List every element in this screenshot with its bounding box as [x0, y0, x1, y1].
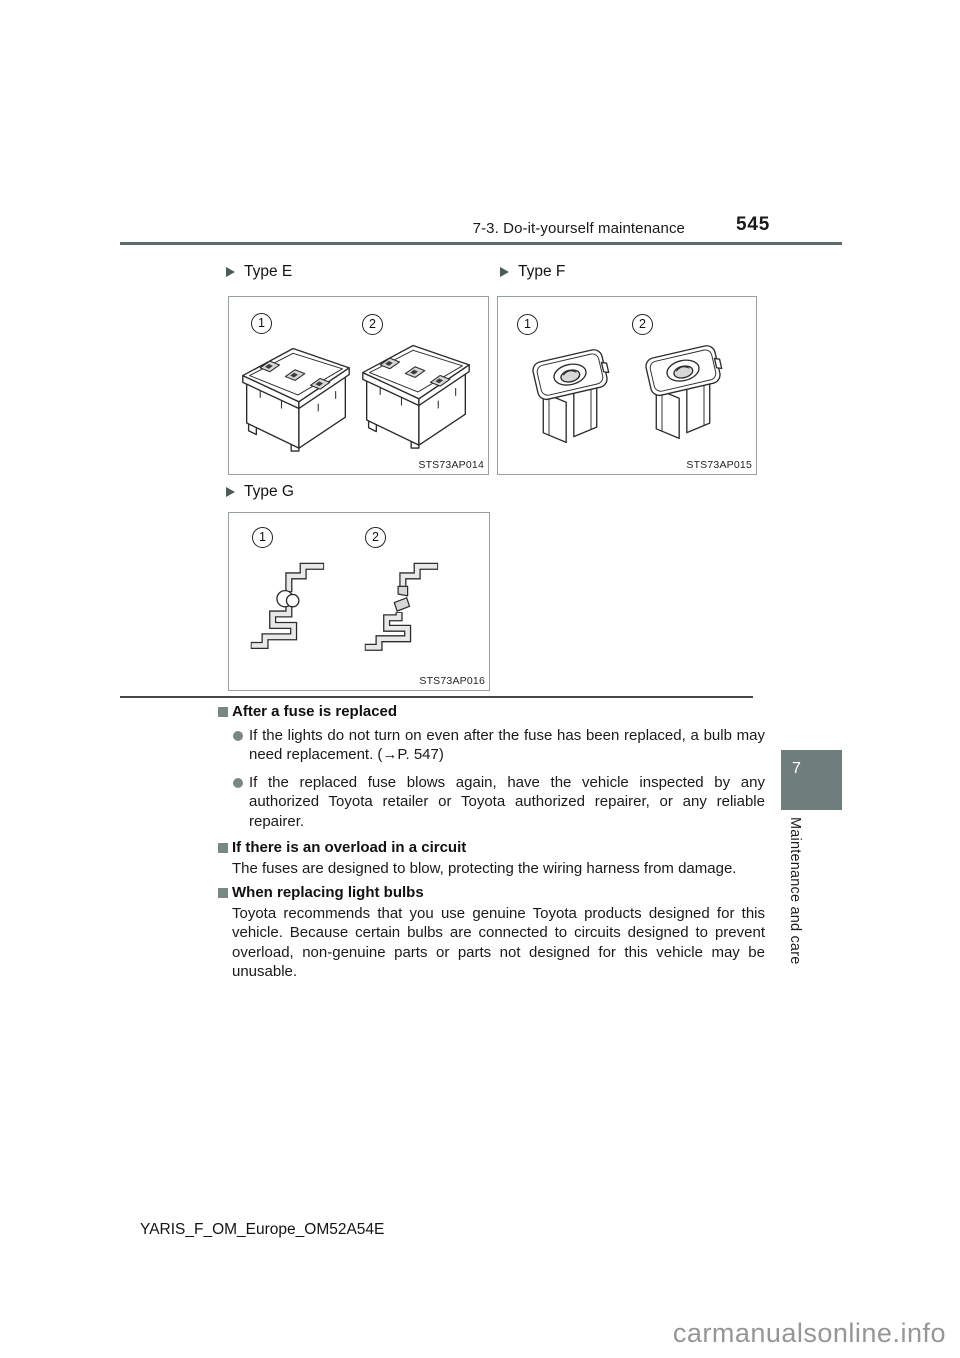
callout-1: 1: [252, 527, 273, 548]
callout-2: 2: [632, 314, 653, 335]
figure-caption: STS73AP016: [419, 675, 485, 687]
figure-label-text: Type F: [518, 263, 566, 280]
note-heading-text: When replacing light bulbs: [232, 884, 424, 901]
arrow-right-icon: [500, 267, 509, 277]
square-bullet-icon: [218, 888, 228, 898]
callout-1: 1: [251, 313, 272, 334]
type-e-fuse-1-drawing: [237, 333, 355, 453]
type-f-fuse-1-drawing: [528, 345, 612, 450]
square-bullet-icon: [218, 707, 228, 717]
callout-2: 2: [365, 527, 386, 548]
figure-label-text: Type E: [244, 263, 293, 280]
chapter-number: 7: [792, 760, 801, 777]
chapter-tab: [781, 750, 842, 810]
note-bullet-text: If the replaced fuse blows again, have the vehicle inspected by any authorized Toyota retailer or Toyota authorized repairer, or any reliable repairer.: [249, 773, 765, 830]
document-code: YARIS_F_OM_Europe_OM52A54E: [140, 1221, 385, 1238]
circle-bullet-icon: [233, 731, 243, 741]
figure-type-f: [497, 296, 757, 475]
type-f-fuse-2-drawing: [641, 341, 725, 446]
note-bullet-item: [233, 726, 766, 765]
type-e-fuse-2-drawing: [357, 330, 475, 450]
arrow-right-icon: [226, 267, 235, 277]
note-body-text: Toyota recommends that you use genuine Toyota products designed for this vehicle. Because certain bulbs are connected to circuits designed to prevent overload, non-genuine parts or parts not designed for this vehicle may be unusable.: [232, 904, 765, 980]
notes-section: [218, 702, 766, 982]
figure-type-e: [228, 296, 489, 475]
note-bullet-item: [233, 773, 766, 832]
notes-divider-rule: [120, 696, 753, 698]
figure-caption: STS73AP015: [686, 459, 752, 471]
arrow-right-icon: [226, 487, 235, 497]
figure-type-g: [228, 512, 490, 691]
chapter-side-label: Maintenance and care: [787, 817, 803, 965]
note-heading-text: After a fuse is replaced: [232, 703, 398, 720]
figure-label-type-e: [226, 263, 292, 281]
header-rule: [120, 242, 842, 245]
figure-label-type-g: [226, 483, 294, 501]
watermark-text: carmanualsonline.info: [672, 1318, 946, 1348]
page-number: 545: [736, 214, 771, 235]
header-section-title: 7-3. Do-it-yourself maintenance: [472, 220, 685, 237]
callout-2: 2: [362, 314, 383, 335]
note-heading-overload-circuit: [218, 838, 766, 858]
figure-label-text: Type G: [244, 483, 294, 500]
callout-1: 1: [517, 314, 538, 335]
note-heading-text: If there is an overload in a circuit: [232, 839, 467, 856]
note-heading-after-fuse-replaced: [218, 702, 766, 722]
note-body-text: The fuses are designed to blow, protecting the wiring harness from damage.: [232, 859, 737, 877]
figure-label-type-f: [500, 263, 565, 281]
note-heading-replacing-bulbs: [218, 883, 766, 903]
note-bullet-text: If the lights do not turn on even after the fuse has been replaced, a bulb may need replacement. (→P. 547): [249, 726, 765, 763]
figure-caption: STS73AP014: [418, 459, 484, 471]
square-bullet-icon: [218, 843, 228, 853]
circle-bullet-icon: [233, 778, 243, 788]
type-g-fuse-normal-drawing: [245, 553, 327, 654]
type-g-fuse-blown-drawing: [359, 553, 441, 654]
